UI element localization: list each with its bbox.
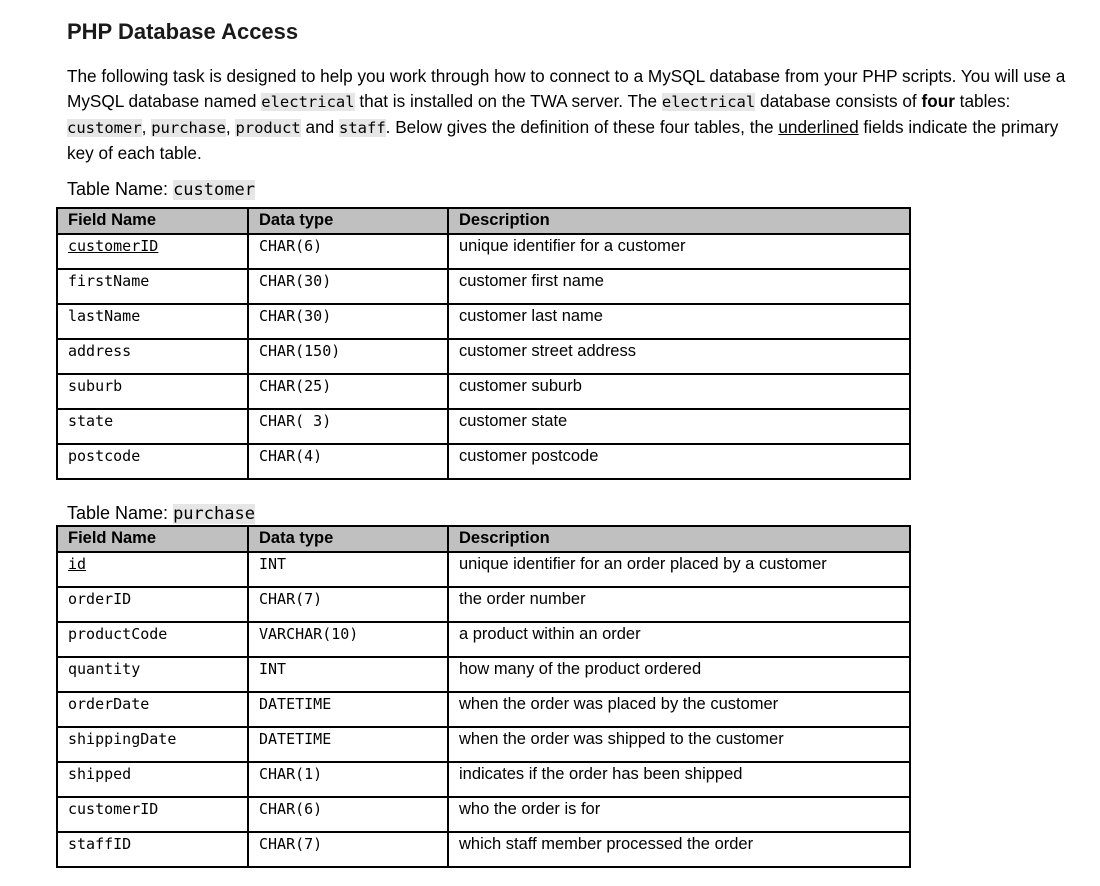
field-name-cell-text: orderID	[68, 590, 132, 608]
field-name-cell-text: customerID	[68, 800, 159, 818]
description-cell-text: customer state	[459, 412, 568, 430]
table-row	[57, 832, 910, 867]
table-header-row	[57, 208, 910, 234]
field-name-cell	[57, 727, 248, 762]
description-cell-text: a product within an order	[459, 625, 641, 643]
table-ref-purchase: purchase	[151, 119, 226, 137]
data-type-cell	[248, 339, 448, 374]
field-name-cell-text: quantity	[68, 660, 141, 678]
field-name-cell-text: customerID	[68, 237, 159, 255]
separator: ,	[141, 117, 152, 137]
description-cell	[448, 832, 910, 867]
description-cell-text: the order number	[459, 590, 586, 608]
header-field-name: Field Name	[57, 208, 248, 234]
field-name-cell-text: staffID	[68, 835, 132, 853]
table-ref-staff: staff	[339, 119, 386, 137]
data-type-cell	[248, 552, 448, 587]
table-row	[57, 727, 910, 762]
description-cell	[448, 762, 910, 797]
underlined-word: underlined	[778, 117, 859, 137]
data-type-cell	[248, 657, 448, 692]
data-type-cell-text: CHAR(30)	[259, 307, 332, 325]
header-description: Description	[448, 208, 910, 234]
data-type-cell-text: CHAR(7)	[259, 590, 323, 608]
data-type-cell-text: CHAR(4)	[259, 447, 323, 465]
table-row	[57, 762, 910, 797]
field-name-cell	[57, 339, 248, 374]
field-name-cell	[57, 234, 248, 269]
data-type-cell-text: CHAR(30)	[259, 272, 332, 290]
data-type-cell-text: CHAR(150)	[259, 342, 341, 360]
header-data-type: Data type	[248, 208, 448, 234]
db-name: electrical	[661, 93, 756, 111]
bold-count: four	[921, 91, 955, 111]
page-title: PHP Database Access	[67, 19, 299, 44]
field-name-cell	[57, 622, 248, 657]
field-name-cell-text: address	[68, 342, 132, 360]
table-row	[57, 797, 910, 832]
table-ref-customer: customer	[67, 119, 142, 137]
description-cell	[448, 552, 910, 587]
data-type-cell	[248, 269, 448, 304]
data-type-cell	[248, 444, 448, 479]
field-name-cell-text: shippingDate	[68, 730, 177, 748]
description-cell	[448, 269, 910, 304]
table-caption-name: customer	[173, 180, 255, 200]
description-cell	[448, 339, 910, 374]
data-type-cell	[248, 797, 448, 832]
separator: ,	[225, 117, 236, 137]
data-type-cell	[248, 692, 448, 727]
intro-text: The following task is designed to help you work through how to connect to a MySQL database from your PHP scripts. You will use a MySQL database named	[67, 66, 1066, 111]
intro-text: tables:	[954, 91, 1011, 111]
data-type-cell-text: CHAR(7)	[259, 835, 323, 853]
table-caption-label: Table Name:	[67, 503, 174, 523]
data-type-cell-text: VARCHAR(10)	[259, 625, 359, 643]
field-name-cell	[57, 552, 248, 587]
field-name-cell-text: suburb	[68, 377, 123, 395]
description-cell-text: who the order is for	[459, 800, 601, 818]
table-row	[57, 444, 910, 479]
db-name: electrical	[261, 93, 355, 111]
field-name-cell-text: postcode	[68, 447, 141, 465]
data-type-cell-text: CHAR(25)	[259, 377, 332, 395]
table-row	[57, 657, 910, 692]
data-type-cell-text: CHAR(6)	[259, 800, 323, 818]
description-cell-text: when the order was shipped to the customer	[459, 730, 784, 748]
field-name-cell	[57, 444, 248, 479]
table-header-row	[57, 526, 910, 552]
field-name-cell	[57, 374, 248, 409]
table-row	[57, 304, 910, 339]
description-cell	[448, 692, 910, 727]
data-type-cell	[248, 727, 448, 762]
table-row	[57, 339, 910, 374]
description-cell-text: customer postcode	[459, 447, 599, 465]
description-cell-text: customer suburb	[459, 377, 582, 395]
description-cell	[448, 797, 910, 832]
data-type-cell-text: INT	[259, 555, 287, 573]
intro-paragraph	[67, 64, 1082, 166]
field-name-cell-text: id	[68, 555, 87, 573]
table-row	[57, 409, 910, 444]
field-name-cell-text: productCode	[68, 625, 168, 643]
field-name-cell-text: firstName	[68, 272, 150, 290]
table-caption-label: Table Name:	[67, 179, 174, 199]
field-name-cell	[57, 797, 248, 832]
data-type-cell-text: CHAR(6)	[259, 237, 323, 255]
data-type-cell	[248, 234, 448, 269]
field-name-cell-text: shipped	[68, 765, 132, 783]
field-name-cell	[57, 832, 248, 867]
intro-text: . Below gives the definition of these four tables, the	[385, 117, 779, 137]
intro-text: that is installed on the TWA server. The	[354, 91, 662, 111]
description-cell	[448, 409, 910, 444]
field-name-cell-text: state	[68, 412, 114, 430]
description-cell	[448, 234, 910, 269]
field-name-cell	[57, 304, 248, 339]
field-name-cell	[57, 657, 248, 692]
table-caption-name: purchase	[173, 504, 255, 524]
description-cell	[448, 587, 910, 622]
description-cell-text: how many of the product ordered	[459, 660, 702, 678]
data-type-cell-text: INT	[259, 660, 287, 678]
description-cell-text: unique identifier for an order placed by a customer	[459, 555, 827, 573]
intro-text: fields indicate the primary key of each table.	[67, 117, 1059, 163]
field-name-cell	[57, 692, 248, 727]
field-name-cell-text: lastName	[68, 307, 141, 325]
description-cell-text: customer last name	[459, 307, 603, 325]
description-cell-text: customer first name	[459, 272, 604, 290]
description-cell-text: when the order was placed by the customer	[459, 695, 779, 713]
data-type-cell	[248, 374, 448, 409]
table-row	[57, 374, 910, 409]
data-type-cell-text: DATETIME	[259, 730, 332, 748]
table-row	[57, 622, 910, 657]
data-type-cell	[248, 587, 448, 622]
table-row	[57, 234, 910, 269]
data-type-cell	[248, 832, 448, 867]
description-cell	[448, 657, 910, 692]
field-name-cell	[57, 762, 248, 797]
intro-text: and	[300, 117, 339, 137]
field-name-cell-text: orderDate	[68, 695, 150, 713]
description-cell	[448, 622, 910, 657]
data-type-cell-text: CHAR(1)	[259, 765, 323, 783]
table-row	[57, 552, 910, 587]
field-name-cell	[57, 409, 248, 444]
customer-table	[56, 207, 911, 480]
header-data-type: Data type	[248, 526, 448, 552]
description-cell	[448, 444, 910, 479]
purchase-table	[56, 525, 911, 868]
intro-text: database consists of	[755, 91, 922, 111]
field-name-cell	[57, 587, 248, 622]
description-cell-text: unique identifier for a customer	[459, 237, 686, 255]
data-type-cell	[248, 762, 448, 797]
table-ref-product: product	[235, 119, 301, 137]
field-name-cell	[57, 269, 248, 304]
description-cell	[448, 727, 910, 762]
header-field-name: Field Name	[57, 526, 248, 552]
description-cell	[448, 304, 910, 339]
table-row	[57, 587, 910, 622]
table-caption-customer	[67, 178, 255, 201]
description-cell-text: customer street address	[459, 342, 636, 360]
data-type-cell	[248, 409, 448, 444]
description-cell	[448, 374, 910, 409]
data-type-cell	[248, 622, 448, 657]
data-type-cell-text: CHAR( 3)	[259, 412, 332, 430]
data-type-cell	[248, 304, 448, 339]
table-row	[57, 269, 910, 304]
header-description: Description	[448, 526, 910, 552]
data-type-cell-text: DATETIME	[259, 695, 332, 713]
description-cell-text: indicates if the order has been shipped	[459, 765, 743, 783]
description-cell-text: which staff member processed the order	[459, 835, 754, 853]
table-caption-purchase	[67, 502, 255, 525]
table-row	[57, 692, 910, 727]
